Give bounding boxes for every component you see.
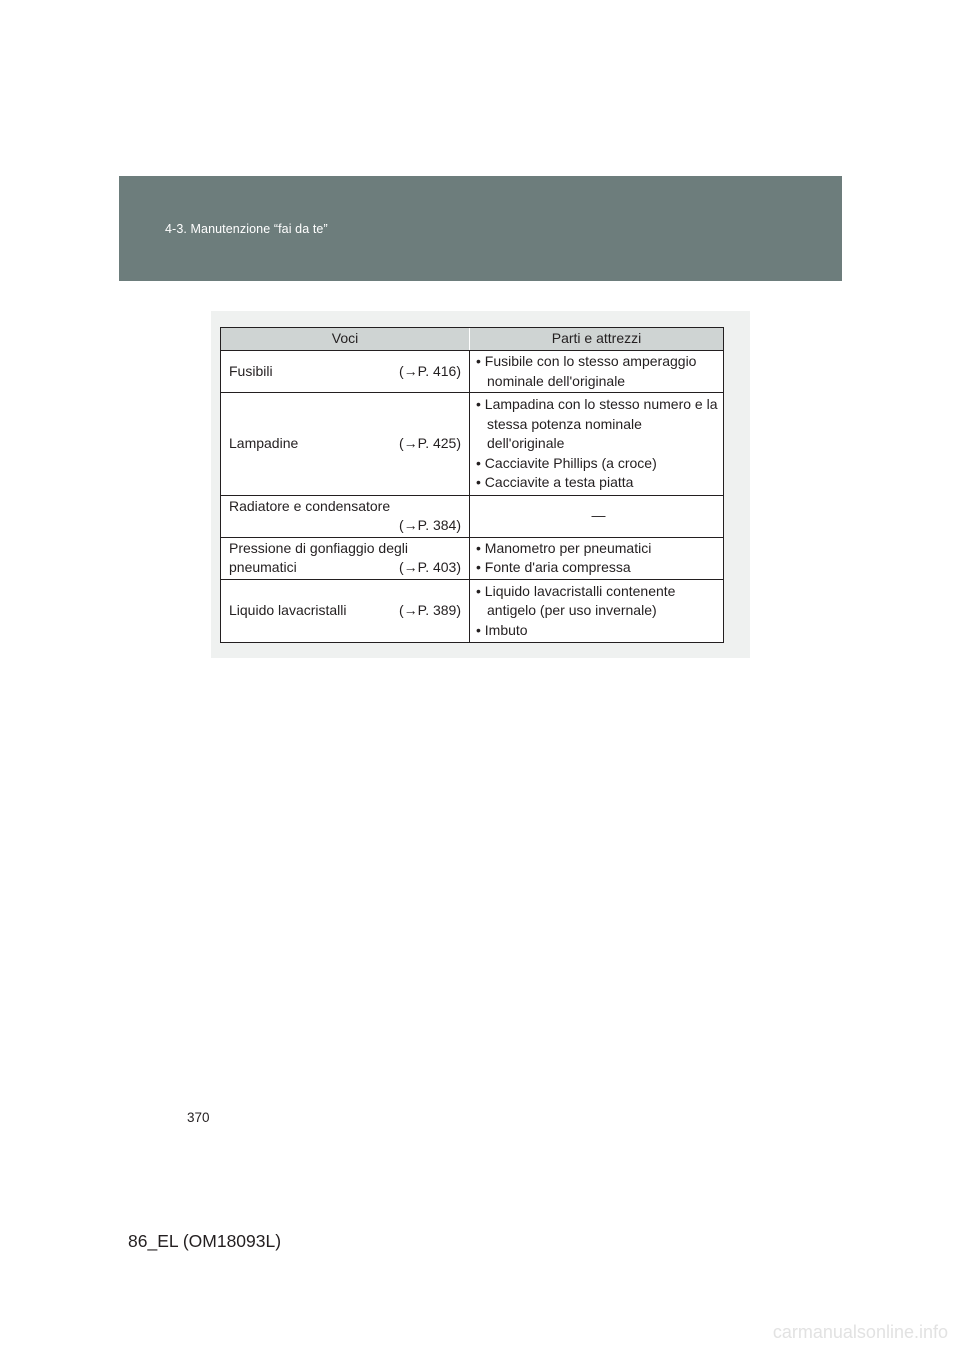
parti-item: • Fonte d'aria compressa — [476, 559, 631, 575]
voce-label-continued: pneumatici — [229, 559, 297, 575]
parti-item: • Cacciavite a testa piatta — [476, 474, 634, 490]
cell-voce — [221, 351, 470, 393]
page-reference: (→P. 384) — [399, 517, 461, 533]
cell-parti — [470, 579, 724, 643]
table-row — [221, 537, 724, 579]
document-code: 86_EL (OM18093L) — [128, 1231, 282, 1251]
column-header-voci: Voci — [221, 328, 470, 351]
voce-label: Pressione di gonfiaggio degli — [229, 539, 409, 556]
table-row — [221, 393, 724, 496]
cell-parti — [470, 537, 724, 579]
items-table — [220, 327, 724, 643]
parti-item: • Fusibile con lo stesso amperaggio nominale dell'originale — [476, 353, 697, 389]
page-reference: (→P. 425) — [399, 435, 461, 451]
cell-parti — [470, 393, 724, 496]
table-row — [221, 579, 724, 643]
empty-dash: — — [591, 507, 606, 524]
voce-label: Radiatore e condensatore — [229, 497, 391, 514]
table-panel — [211, 311, 750, 658]
table-row — [221, 351, 724, 393]
table-row — [221, 495, 724, 537]
page-number: 370 — [187, 1110, 210, 1125]
parti-item: • Liquido lavacristalli contenente antigelo (per uso invernale) — [476, 582, 676, 618]
section-title: 4-3. Manutenzione “fai da te” — [165, 222, 328, 236]
page-reference: (→P. 403) — [399, 559, 461, 575]
parti-item: • Lampadina con lo stesso numero e la stessa potenza nominale dell'originale — [476, 396, 718, 451]
voce-label: Lampadine — [229, 435, 299, 451]
cell-voce — [221, 579, 470, 643]
section-header-band — [119, 176, 842, 281]
cell-parti — [470, 351, 724, 393]
cell-voce — [221, 495, 470, 537]
parti-item: • Imbuto — [476, 621, 528, 638]
voce-label: Fusibili — [229, 362, 273, 379]
parti-item: • Cacciavite Phillips (a croce) — [476, 454, 657, 471]
cell-parti — [470, 495, 724, 537]
table-header-row — [221, 328, 724, 351]
page-reference: (→P. 416) — [399, 362, 461, 379]
page-reference: (→P. 389) — [399, 602, 461, 618]
cell-voce — [221, 537, 470, 579]
cell-voce — [221, 393, 470, 496]
watermark: carmanualsonline.info — [772, 1322, 948, 1342]
column-header-parti: Parti e attrezzi — [470, 328, 724, 351]
parti-item: • Manometro per pneumatici — [476, 539, 652, 556]
voce-label: Liquido lavacristalli — [229, 602, 347, 618]
